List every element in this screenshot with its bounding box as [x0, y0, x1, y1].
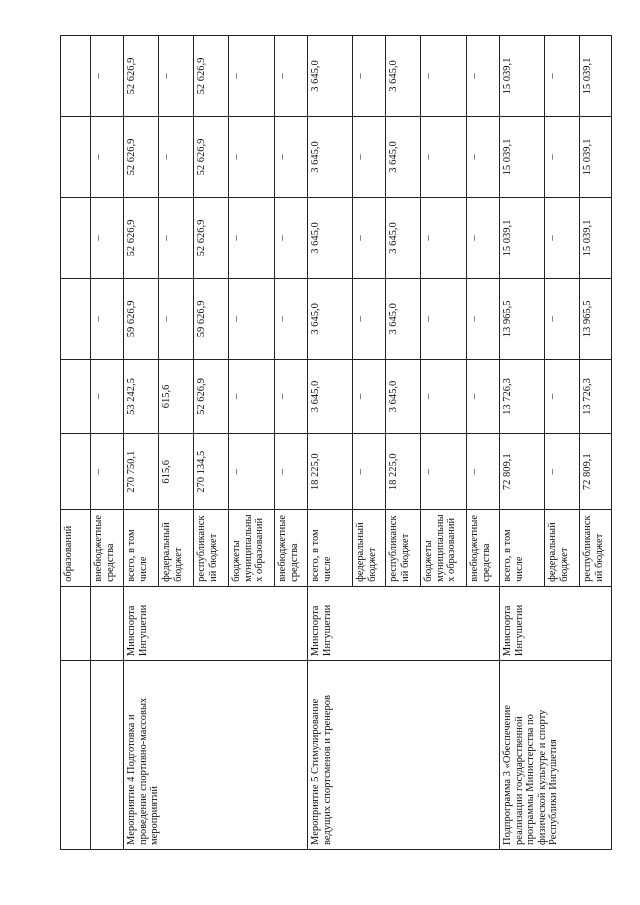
source-cell: республиканский бюджет	[194, 510, 229, 586]
source-cell: республиканский бюджет	[580, 510, 612, 586]
value-cell: –	[275, 197, 308, 278]
total-cell: 18 225,0	[386, 434, 421, 510]
value-cell: 15 039,1	[580, 197, 612, 278]
value-cell: –	[545, 278, 580, 359]
value-cell: 3 645,0	[386, 359, 421, 433]
value-cell: 13 965,5	[580, 278, 612, 359]
source-cell: федеральный бюджет	[159, 510, 194, 586]
name-cell: Подпрограмма 3 «Обеспечение реализации государственной программы Министерства по физической культуре и спорту Республики Ингушетия	[500, 661, 612, 850]
table-row	[308, 36, 353, 850]
value-cell: 52 626,9	[194, 359, 229, 433]
value-cell: 53 242,5	[124, 359, 159, 433]
table-row	[91, 36, 124, 850]
value-cell: –	[421, 117, 467, 198]
total-cell: –	[229, 434, 275, 510]
total-cell	[61, 434, 91, 510]
value-cell: 615,6	[159, 359, 194, 433]
value-cell: 3 645,0	[386, 36, 421, 117]
value-cell: 3 645,0	[386, 197, 421, 278]
value-cell: 15 039,1	[500, 36, 545, 117]
total-cell: –	[421, 434, 467, 510]
value-cell: –	[91, 197, 124, 278]
total-cell: 270 750,1	[124, 434, 159, 510]
table-row	[500, 36, 545, 850]
executor-cell	[61, 586, 91, 660]
table-row	[124, 36, 159, 850]
value-cell: –	[159, 36, 194, 117]
value-cell: 3 645,0	[308, 36, 353, 117]
value-cell: –	[275, 278, 308, 359]
value-cell: 15 039,1	[500, 197, 545, 278]
value-cell: 59 626,9	[194, 278, 229, 359]
value-cell: –	[275, 359, 308, 433]
value-cell: –	[91, 117, 124, 198]
value-cell: –	[467, 36, 500, 117]
table-row	[61, 36, 91, 850]
total-cell: –	[275, 434, 308, 510]
value-cell: –	[467, 359, 500, 433]
value-cell	[61, 197, 91, 278]
total-cell: 72 809,1	[580, 434, 612, 510]
value-cell: –	[353, 117, 386, 198]
source-cell: всего, в том числе	[500, 510, 545, 586]
value-cell: –	[467, 278, 500, 359]
value-cell: –	[421, 359, 467, 433]
value-cell: 59 626,9	[124, 278, 159, 359]
value-cell: –	[353, 197, 386, 278]
value-cell: 52 626,9	[194, 117, 229, 198]
value-cell: –	[467, 117, 500, 198]
value-cell: 3 645,0	[386, 117, 421, 198]
source-cell: федеральный бюджет	[545, 510, 580, 586]
value-cell: –	[159, 117, 194, 198]
total-cell: –	[545, 434, 580, 510]
executor-cell: Минспорта Ингушетии	[500, 586, 612, 660]
value-cell: –	[91, 36, 124, 117]
value-cell: –	[275, 117, 308, 198]
executor-cell: Минспорта Ингушетии	[308, 586, 500, 660]
value-cell: –	[91, 278, 124, 359]
total-cell: 18 225,0	[308, 434, 353, 510]
source-cell: всего, в том числе	[308, 510, 353, 586]
value-cell: 3 645,0	[308, 359, 353, 433]
value-cell: 3 645,0	[386, 278, 421, 359]
value-cell: 52 626,9	[124, 197, 159, 278]
value-cell: –	[467, 197, 500, 278]
value-cell: 3 645,0	[308, 197, 353, 278]
value-cell: –	[545, 359, 580, 433]
value-cell: –	[421, 36, 467, 117]
value-cell: –	[229, 359, 275, 433]
value-cell: 52 626,9	[124, 36, 159, 117]
value-cell: 15 039,1	[580, 117, 612, 198]
total-cell: –	[467, 434, 500, 510]
budget-table	[60, 35, 612, 850]
value-cell: –	[159, 278, 194, 359]
value-cell: –	[159, 197, 194, 278]
source-cell: бюджеты муниципальных образований	[421, 510, 467, 586]
value-cell: 15 039,1	[580, 36, 612, 117]
value-cell: 15 039,1	[500, 117, 545, 198]
value-cell: –	[545, 197, 580, 278]
value-cell: 13 965,5	[500, 278, 545, 359]
executor-cell: Минспорта Ингушетии	[124, 586, 308, 660]
value-cell: –	[229, 117, 275, 198]
name-cell	[61, 661, 91, 850]
value-cell: –	[421, 278, 467, 359]
total-cell: –	[353, 434, 386, 510]
value-cell: 3 645,0	[308, 278, 353, 359]
value-cell: –	[353, 278, 386, 359]
total-cell: 615,6	[159, 434, 194, 510]
value-cell: –	[353, 359, 386, 433]
value-cell	[61, 359, 91, 433]
source-cell: образований	[61, 510, 91, 586]
value-cell	[61, 117, 91, 198]
value-cell: –	[229, 278, 275, 359]
value-cell: 3 645,0	[308, 117, 353, 198]
value-cell: –	[91, 359, 124, 433]
name-cell	[91, 661, 124, 850]
value-cell: 13 726,3	[580, 359, 612, 433]
value-cell: 52 626,9	[194, 197, 229, 278]
total-cell: 72 809,1	[500, 434, 545, 510]
value-cell	[61, 36, 91, 117]
value-cell: –	[545, 36, 580, 117]
value-cell: 52 626,9	[124, 117, 159, 198]
source-cell: внебюджетные средства	[91, 510, 124, 586]
value-cell: 13 726,3	[500, 359, 545, 433]
source-cell: всего, в том числе	[124, 510, 159, 586]
value-cell: –	[229, 197, 275, 278]
rotated-table-wrapper	[60, 35, 605, 850]
source-cell: федеральный бюджет	[353, 510, 386, 586]
total-cell: –	[91, 434, 124, 510]
name-cell: Мероприятие 4 Подготовка и проведение спортивно-массовых мероприятий	[124, 661, 308, 850]
name-cell: Мероприятие 5 Стимулирование ведущих спортсменов и тренеров	[308, 661, 500, 850]
value-cell	[61, 278, 91, 359]
value-cell: –	[275, 36, 308, 117]
source-cell: внебюджетные средства	[275, 510, 308, 586]
value-cell: –	[353, 36, 386, 117]
value-cell: –	[229, 36, 275, 117]
value-cell: 52 626,9	[194, 36, 229, 117]
executor-cell	[91, 586, 124, 660]
value-cell: –	[421, 197, 467, 278]
source-cell: республиканский бюджет	[386, 510, 421, 586]
value-cell: –	[545, 117, 580, 198]
total-cell: 270 134,5	[194, 434, 229, 510]
source-cell: бюджеты муниципальных образований	[229, 510, 275, 586]
source-cell: внебюджетные средства	[467, 510, 500, 586]
